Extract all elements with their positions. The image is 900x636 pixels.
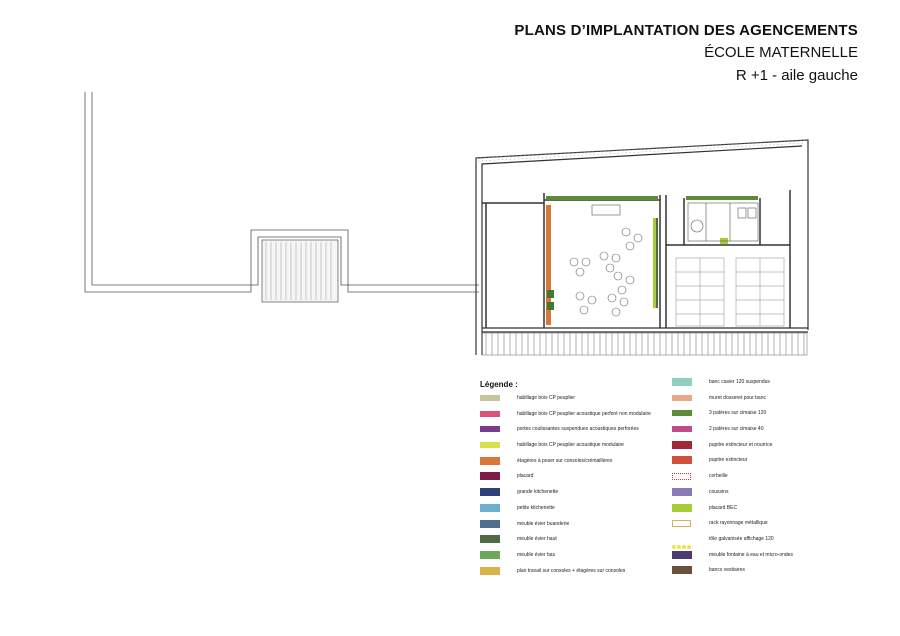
building-walls — [476, 140, 808, 355]
dormitory-beds — [676, 258, 784, 326]
legend-swatch — [480, 442, 500, 448]
legend-label: rack rayonnage métallique — [709, 520, 768, 527]
terrace-outline — [85, 92, 479, 302]
legend-label: grande kitchenette — [517, 489, 559, 496]
legend-label: placard BEC — [709, 504, 738, 511]
legend-swatch — [672, 504, 692, 512]
legend-label: étagères à poser sur consoles/crémaillères — [517, 457, 613, 464]
plan-title: PLANS D’IMPLANTATION DES AGENCEMENTS — [514, 22, 858, 39]
legend-swatch — [480, 426, 500, 432]
legend-label: corbeille — [709, 473, 728, 480]
legend-label: banc casier 120 suspendus — [709, 379, 770, 385]
legend-title: Légende : — [480, 380, 518, 389]
legend-swatch — [672, 410, 692, 416]
legend-swatch — [480, 535, 500, 543]
legend-swatch — [672, 488, 692, 496]
legend-swatch — [672, 395, 692, 401]
legend-swatch — [480, 457, 500, 465]
legend-swatch — [480, 395, 500, 401]
legend-label: petite kitchenette — [517, 504, 555, 511]
legend-swatch — [480, 551, 500, 559]
legend-label: meuble évier buanderie — [517, 520, 570, 527]
classroom-tables — [570, 228, 642, 316]
legend-swatch — [480, 567, 500, 575]
legend-swatch — [480, 472, 500, 480]
legend-swatch — [480, 411, 500, 417]
legend-label: muret dosseret pour banc — [709, 394, 766, 401]
legend-label: meuble évier haut — [517, 536, 557, 543]
legend-swatch — [672, 441, 692, 449]
legend-label: portes coulissantes suspendues acoustiques perforées — [517, 426, 639, 433]
legend-swatch — [672, 378, 692, 386]
legend-label: pupitre extincteur — [709, 457, 748, 464]
plan-level: R +1 - aile gauche — [735, 67, 858, 84]
legend-swatch — [672, 551, 692, 559]
plan-subtitle: ÉCOLE MATERNELLE — [704, 44, 858, 61]
legend-label: habillage bois CP peuplier acoustique perforé non modulaire — [517, 410, 651, 417]
legend-dot — [672, 545, 676, 549]
legend-swatch — [672, 520, 691, 527]
legend-dot — [677, 545, 681, 549]
legend-label: placard — [517, 473, 534, 480]
legend-label: tôle galvanisée affichage 120 — [709, 535, 774, 542]
legend-dot — [682, 545, 686, 549]
legend-swatch — [480, 488, 500, 496]
legend-label: meuble évier bas — [517, 551, 556, 558]
legend-swatch — [672, 536, 692, 542]
legend-label: habillage bois CP peuplier acoustique modulaire — [517, 442, 624, 449]
legend-label: plan travail sur consoles + étagères sur consoles — [517, 567, 626, 574]
legend-swatch — [672, 426, 692, 432]
legend-label: pupitre extincteur et nourrice — [709, 441, 773, 448]
sanitary-block — [688, 203, 758, 241]
legend-label: meuble fontaine à eau et micro-ondes — [709, 551, 793, 558]
legend-label: bancs vestiaires — [709, 567, 745, 574]
legend-dot — [687, 545, 691, 549]
legend-swatch — [480, 520, 500, 528]
legend-swatch — [672, 473, 691, 480]
legend-swatch — [480, 504, 500, 512]
interior-walls — [482, 190, 790, 328]
balcony — [482, 333, 807, 355]
legend-swatch — [672, 456, 692, 464]
legend-label: habillage bois CP peuplier — [517, 395, 576, 401]
legend-label: coussins — [709, 488, 729, 495]
legend-label: 2 patères sur cimaise 40 — [709, 426, 764, 433]
legend-swatch — [672, 566, 692, 574]
legend-label: 3 patères sur cimaise 120 — [709, 410, 767, 417]
